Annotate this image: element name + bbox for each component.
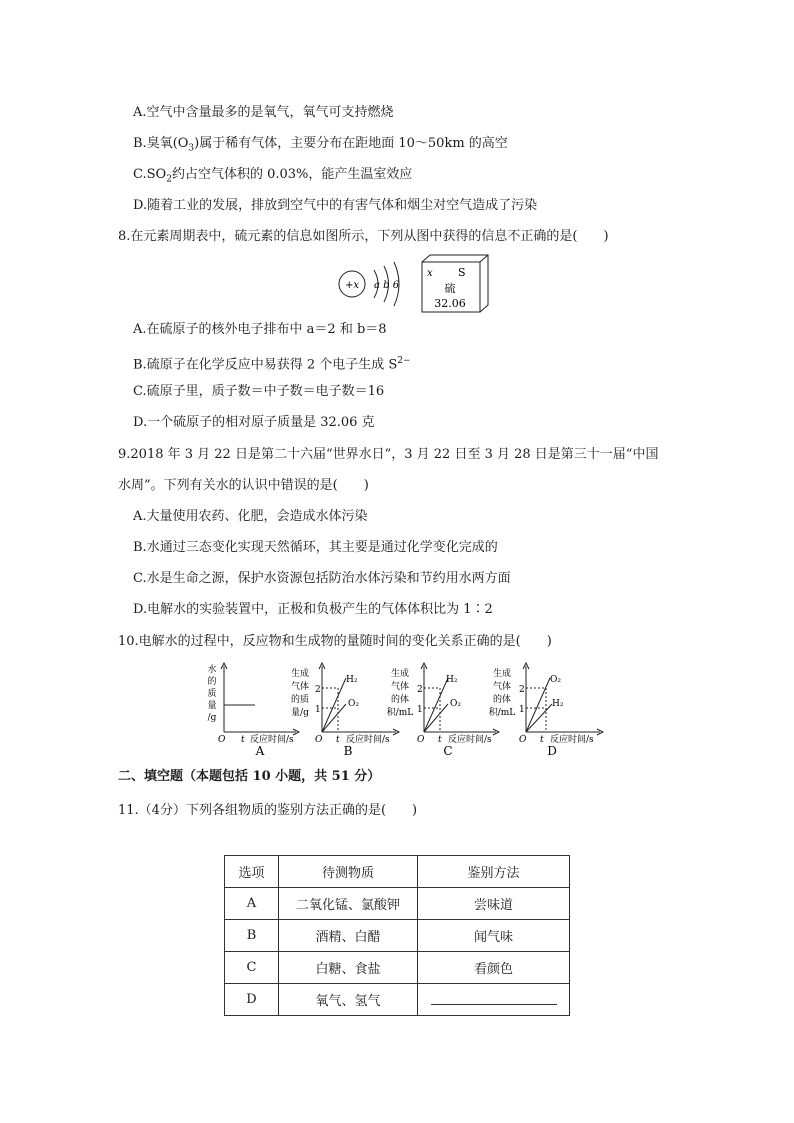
q8-option-c: C.硫原子里，质子数＝中子数＝电子数＝16: [133, 384, 385, 399]
svg-text:量: 量: [207, 701, 217, 711]
svg-text:O₂: O₂: [348, 699, 359, 709]
svg-text:t: t: [336, 735, 340, 745]
table-header: 选项: [225, 856, 279, 888]
svg-text:O₂: O₂: [550, 675, 561, 685]
q9-stem-line2: 水周”。下列有关水的认识中错误的是( ): [118, 478, 369, 493]
q8-stem: 8.在元素周期表中，硫元素的信息如图所示，下列从图中获得的信息不正确的是( ): [118, 229, 609, 244]
graph-b: [291, 663, 399, 758]
table-cell: 二氧化锰、氯酸钾: [279, 888, 418, 920]
svg-text:O: O: [417, 735, 425, 745]
svg-text:O: O: [218, 735, 226, 745]
svg-text:H₂: H₂: [346, 675, 358, 685]
q7-option-b: B.臭氧$(O_3)$属于稀有气体，主要分布在距地面 10～50km 的高空: [133, 136, 508, 154]
table-cell: B: [225, 920, 279, 952]
answer-blank-cell[interactable]: [418, 984, 570, 1016]
svg-text:O: O: [519, 735, 527, 745]
svg-text:2: 2: [519, 685, 525, 695]
svg-text:积/mL: 积/mL: [488, 708, 516, 718]
graph-a-label: A: [255, 744, 265, 758]
graph-d-label: D: [547, 744, 557, 758]
svg-text:O₂: O₂: [450, 699, 461, 709]
graph-d: [489, 663, 603, 758]
table-row: [225, 888, 570, 920]
table-row: [225, 984, 570, 1016]
q7-option-c: $C.SO_2$约占空气体积的 0.03%，能产生温室效应: [133, 167, 413, 185]
svg-text:质: 质: [207, 689, 217, 699]
svg-text:的体: 的体: [492, 695, 512, 705]
q9-option-d: D.电解水的实验装置中，正极和负极产生的气体体积比为 1∶2: [133, 602, 493, 617]
identification-table: [224, 855, 570, 1016]
q7-option-a: A.空气中含量最多的是氧气，氧气可支持燃烧: [133, 105, 394, 120]
svg-text:积/mL: 积/mL: [386, 708, 414, 718]
table-cell: C: [225, 952, 279, 984]
q9-option-b: B.水通过三态变化实现天然循环，其主要是通过化学变化完成的: [133, 540, 498, 555]
element-symbol: S: [458, 266, 466, 279]
answer-blank[interactable]: [431, 990, 557, 1005]
q10-graphs: [200, 660, 620, 760]
svg-text:H₂: H₂: [446, 675, 458, 685]
svg-text:气体: 气体: [290, 682, 310, 692]
svg-text:气体: 气体: [390, 682, 410, 692]
svg-text:1: 1: [315, 705, 321, 715]
table-cell: D: [225, 984, 279, 1016]
svg-text:反应时间/s: 反应时间/s: [550, 735, 594, 745]
svg-text:的体: 的体: [390, 695, 410, 705]
svg-text:反应时间/s: 反应时间/s: [448, 735, 492, 745]
svg-text:t: t: [540, 735, 544, 745]
graph-c-label: C: [443, 744, 453, 758]
table-row: [225, 920, 570, 952]
table-row: [225, 952, 570, 984]
svg-text:H₂: H₂: [552, 699, 564, 709]
svg-text:t: t: [241, 735, 245, 745]
svg-text:t: t: [438, 735, 442, 745]
svg-text:反应时间/s: 反应时间/s: [346, 735, 390, 745]
table-header: 鉴别方法: [418, 856, 570, 888]
table-cell: 尝味道: [418, 888, 570, 920]
table-cell: 白糖、食盐: [279, 952, 418, 984]
svg-text:生成: 生成: [492, 669, 512, 679]
table-cell: 闻气味: [418, 920, 570, 952]
q8-option-b: B.硫原子在化学反应中易获得 2 个电子生成 $S^{2-}$: [133, 356, 411, 373]
q9-option-a: A.大量使用农药、化肥，会造成水体污染: [133, 509, 368, 524]
q11-stem: 11.（4分）下列各组物质的鉴别方法正确的是( ): [118, 803, 418, 818]
graph-a: [207, 663, 299, 758]
shell-labels: a b 6: [374, 280, 400, 291]
q9-stem-line1: 9.2018 年 3 月 22 日是第二十六届“世界水日”，3 月 22 日至 3 月 28 日是第三十一届“中国: [118, 447, 659, 462]
q9-option-c: C.水是生命之源，保护水资源包括防治水体污染和节约用水两方面: [133, 571, 511, 586]
svg-text:1: 1: [417, 705, 423, 715]
table-cell: 氧气、氢气: [279, 984, 418, 1016]
svg-text:的: 的: [207, 677, 217, 687]
q7-option-d: D.随着工业的发展，排放到空气中的有害气体和烟尘对空气造成了污染: [133, 198, 538, 213]
svg-text:/g: /g: [207, 713, 217, 723]
svg-text:气体: 气体: [492, 682, 512, 692]
graph-b-label: B: [343, 744, 353, 758]
q10-stem: 10.电解水的过程中，反应物和生成物的量随时间的变化关系正确的是( ): [118, 634, 552, 649]
svg-text:生成: 生成: [390, 669, 410, 679]
svg-text:量/g: 量/g: [291, 708, 309, 718]
atomic-number: x: [427, 268, 433, 279]
graph-c: [387, 663, 499, 758]
element-name: 硫: [444, 282, 456, 295]
table-cell: 看颜色: [418, 952, 570, 984]
svg-text:O: O: [315, 735, 323, 745]
nucleus-charge: +x: [344, 280, 360, 291]
svg-text:1: 1: [519, 705, 525, 715]
table-header: 待测物质: [279, 856, 418, 888]
table-cell: 酒精、白醋: [279, 920, 418, 952]
table-cell: A: [225, 888, 279, 920]
svg-text:的质: 的质: [290, 695, 310, 705]
q8-option-a: A.在硫原子的核外电子排布中 a＝2 和 b＝8: [133, 322, 387, 337]
svg-text:反应时间/s: 反应时间/s: [250, 735, 294, 745]
svg-text:2: 2: [417, 685, 423, 695]
svg-text:水: 水: [207, 665, 217, 675]
atomic-mass: 32.06: [434, 297, 466, 310]
section-heading: 二、填空题（本题包括 10 小题，共 51 分）: [118, 769, 381, 784]
svg-text:2: 2: [315, 685, 321, 695]
table-header-row: [225, 856, 570, 888]
q8-option-d: D.一个硫原子的相对原子质量是 32.06 克: [133, 415, 375, 430]
svg-text:生成: 生成: [290, 669, 310, 679]
q8-figure: [330, 252, 500, 314]
